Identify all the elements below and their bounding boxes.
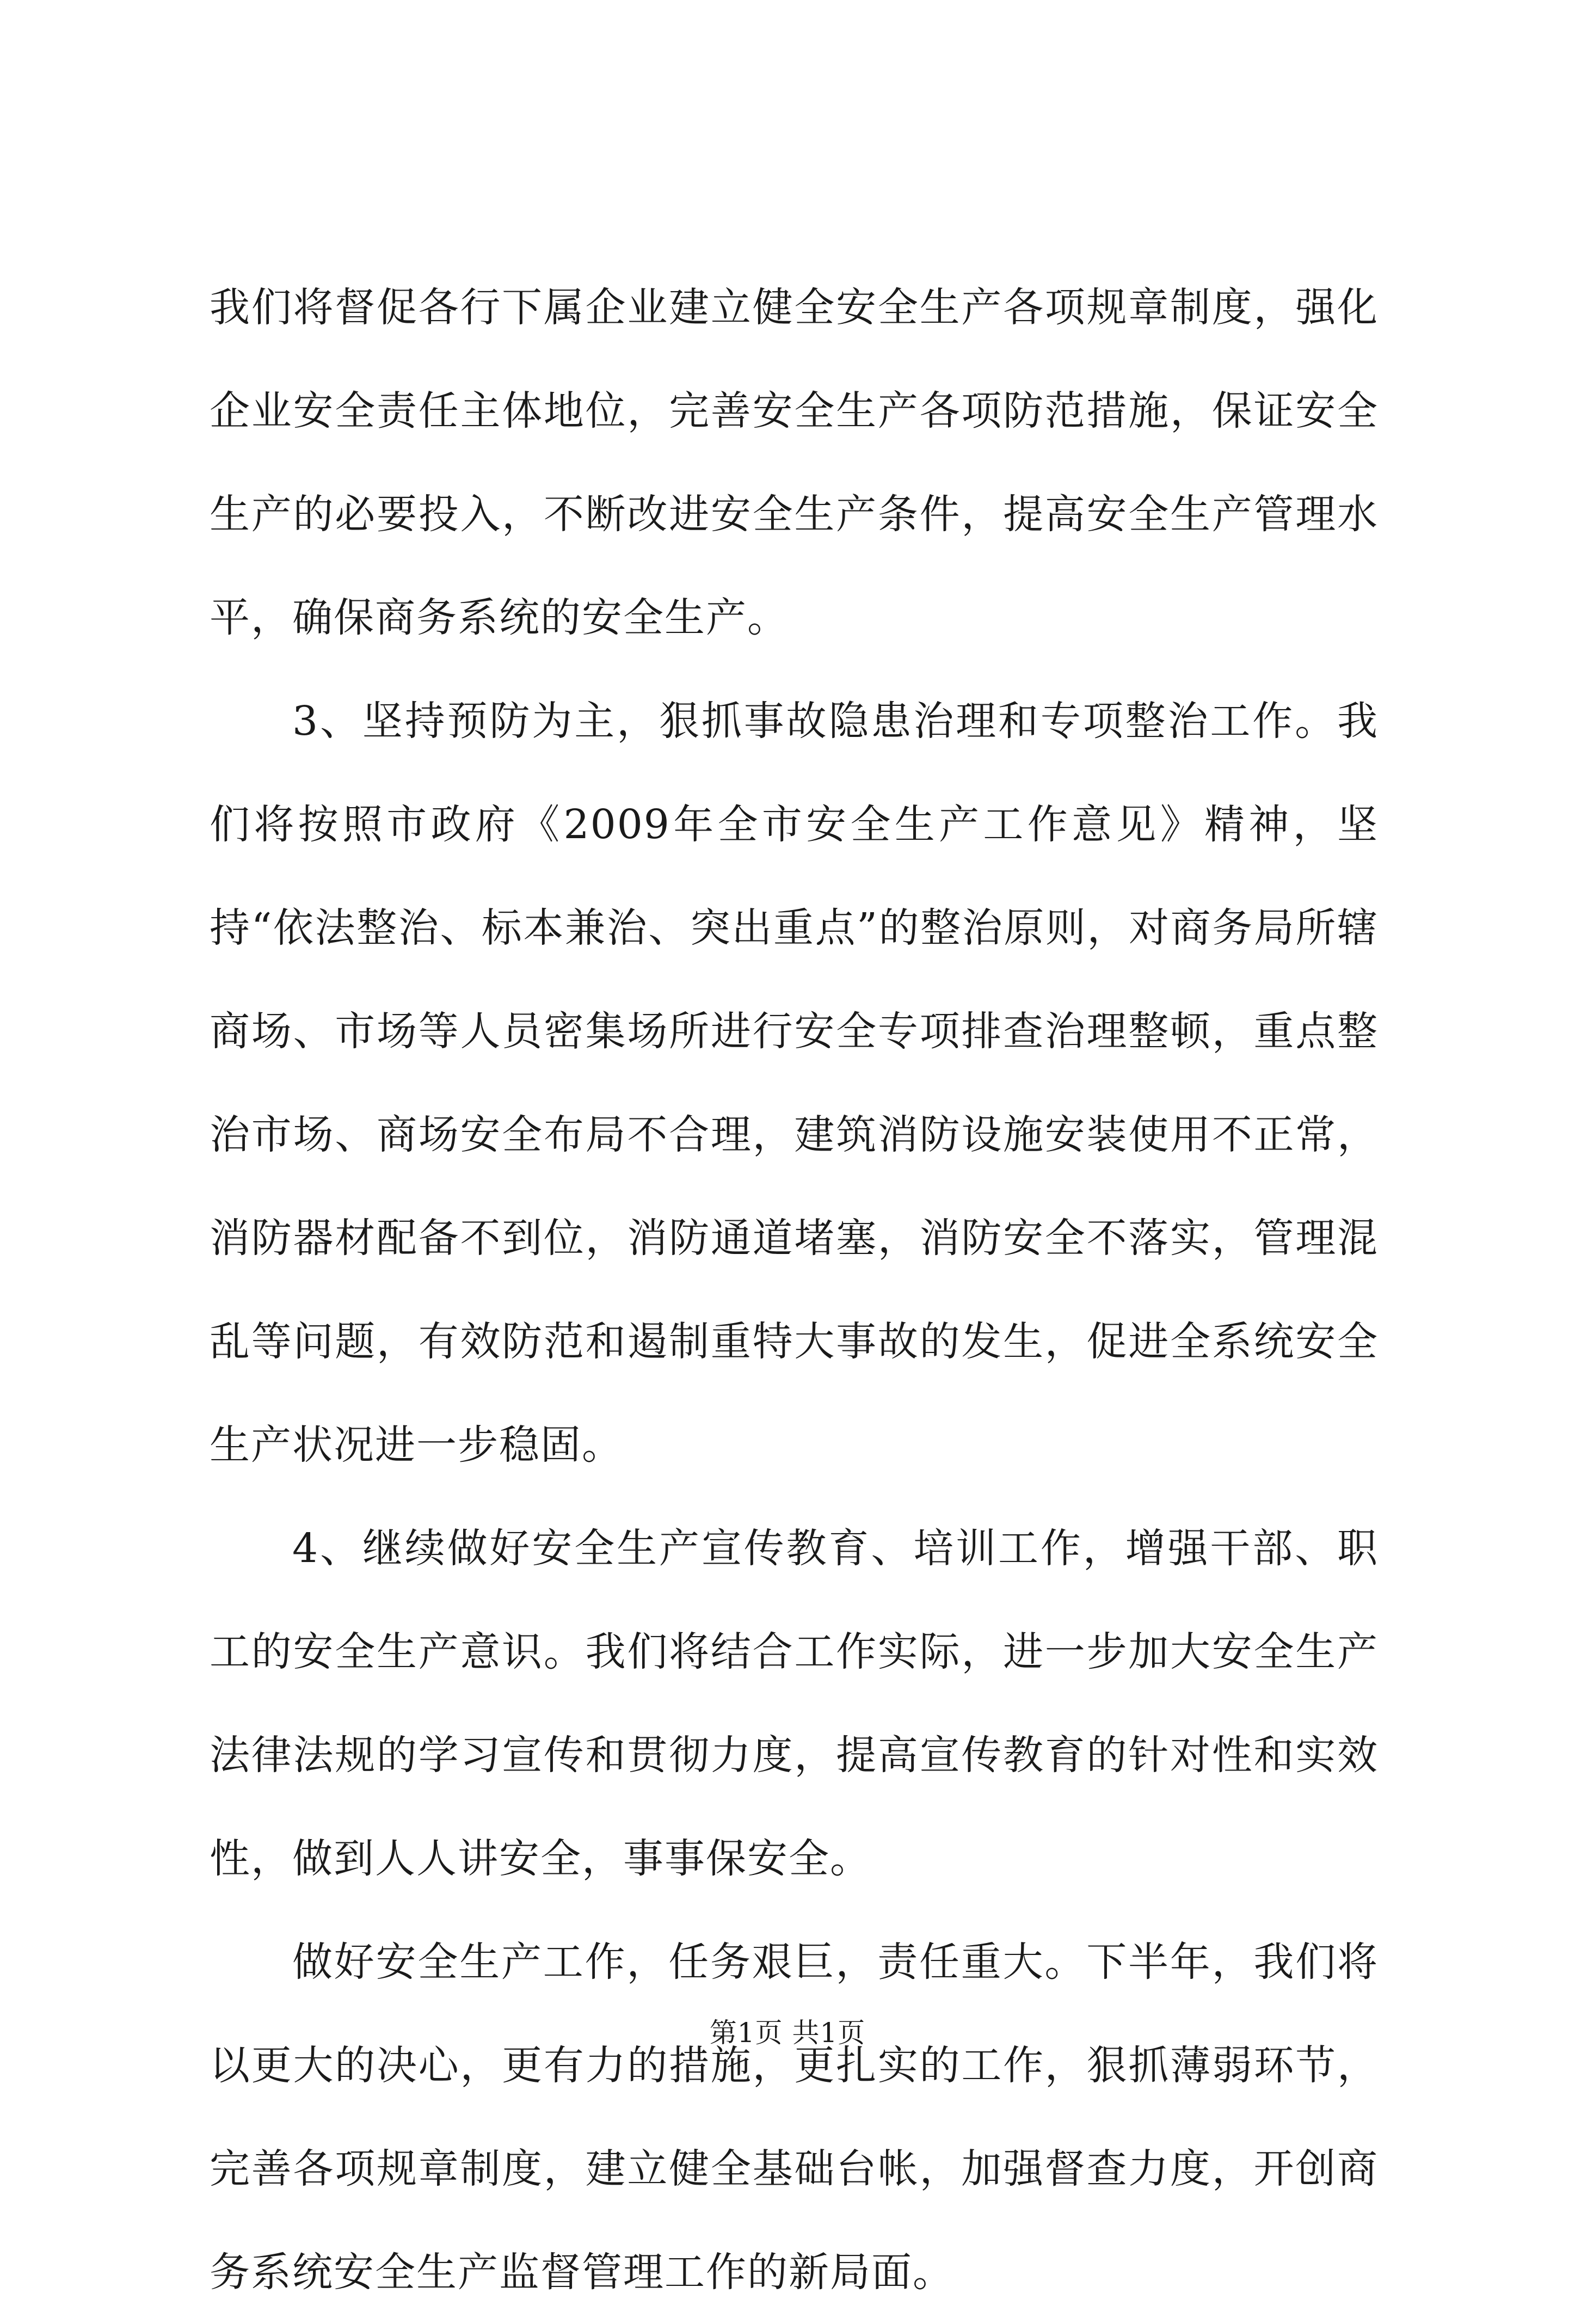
paragraph-regulations: 我们将督促各行下属企业建立健全安全生产各项规章制度，强化企业安全责任主体地位，完善安全生产各项防范措施，保证安全生产的必要投入，不断改进安全生产条件，提高安全生产管理水平，确保商务系统的安全生产。 [210,284,1379,641]
paragraph-item-4-education: 4、继续做好安全生产宣传教育、培训工作，增强干部、职工的安全生产意识。我们将结合工作实际，进一步加大安全生产法律法规的学习宣传和贯彻力度，提高宣传教育的针对性和实效性，做到人人讲安全，事事保安全。 [210,1525,1379,1882]
paragraph-conclusion: 做好安全生产工作，任务艰巨，责任重大。下半年，我们将以更大的决心，更有力的措施，更扎实的工作，狠抓薄弱环节，完善各项规章制度，建立健全基础台帐，加强督查力度，开创商务系统安全生产监督管理工作的新局面。 [210,1939,1379,2296]
paragraph-item-3-prevention: 3、坚持预防为主，狠抓事故隐患治理和专项整治工作。我们将按照市政府《2009年全市安全生产工作意见》精神，坚持“依法整治、标本兼治、突出重点”的整治原则，对商务局所辖商场、市场等人员密集场所进行安全专项排查治理整顿，重点整治市场、商场安全布局不合理，建筑消防设施安装使用不正常，消防器材配备不到位，消防通道堵塞，消防安全不落实，管理混乱等问题，有效防范和遏制重特大事故的发生，促进全系统安全生产状况进一步稳固。 [210,698,1379,1468]
page-number-indicator: 第1页 共1页 [709,2017,866,2049]
page-footer [0,2014,1575,2052]
